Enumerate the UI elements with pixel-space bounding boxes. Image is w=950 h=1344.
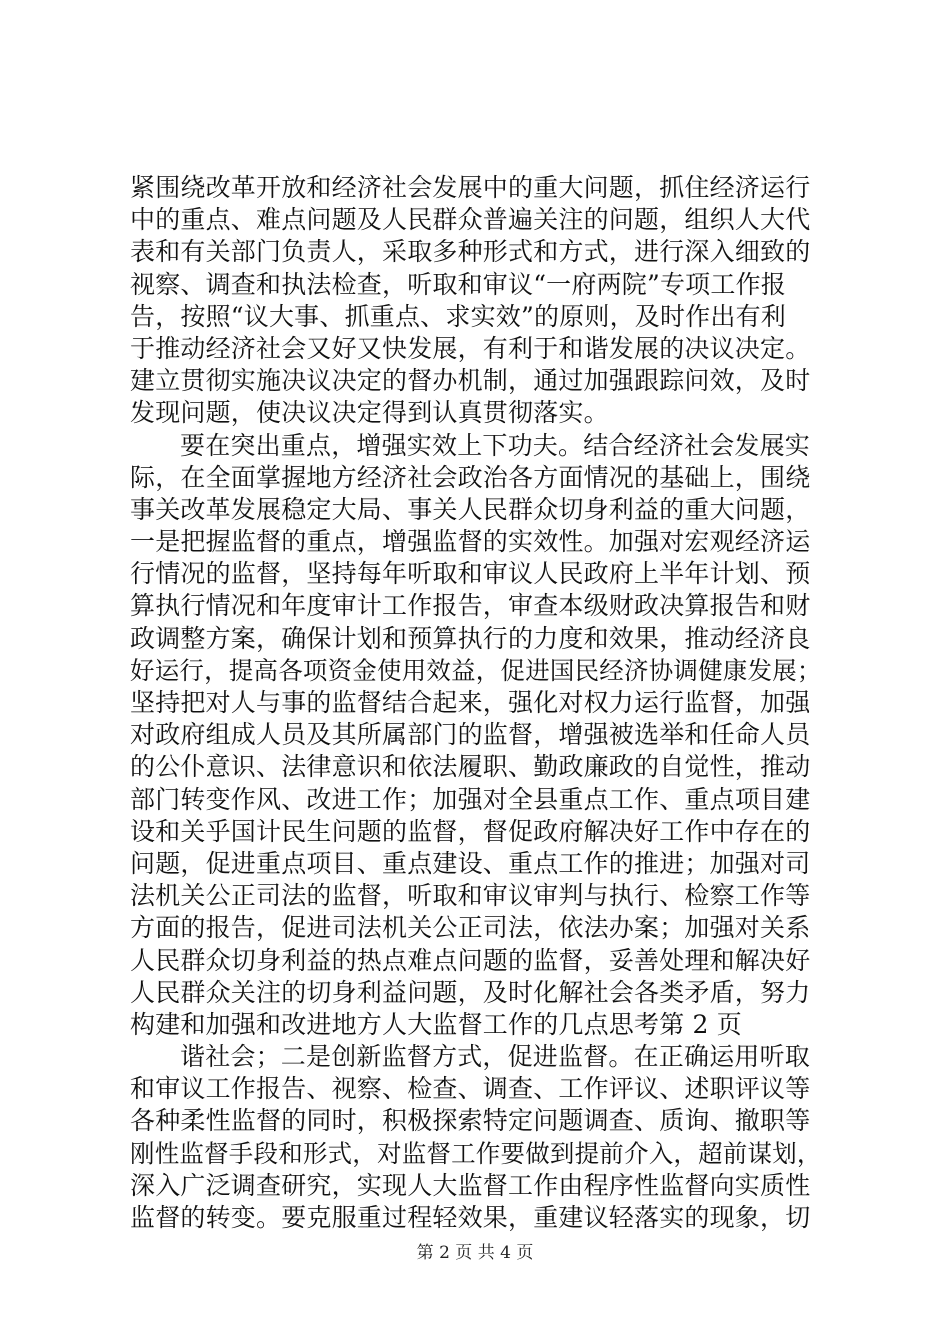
text-line: 刚性监督手段和形式，对监督工作要做到提前介入，超前谋划，	[130, 1138, 822, 1168]
text-line: 部门转变作风、改进工作；加强对全县重点工作、重点项目建	[130, 784, 811, 814]
text-line: 的公仆意识、法律意识和依法履职、勤政廉政的自觉性，推动	[130, 752, 811, 782]
text-line: 行情况的监督，坚持每年听取和审议人民政府上半年计划、预	[130, 559, 811, 589]
text-line: 紧围绕改革开放和经济社会发展中的重大问题，抓住经济运行	[130, 173, 811, 202]
text-line: 方面的报告，促进司法机关公正司法，依法办案；加强对关系	[130, 913, 811, 943]
text-line: 中的重点、难点问题及人民群众普遍关注的问题，组织人大代	[130, 205, 811, 235]
text-line: 建立贯彻实施决议决定的督办机制，通过加强跟踪问效，及时	[130, 366, 811, 396]
text-line: 坚持把对人与事的监督结合起来，强化对权力运行监督，加强	[130, 688, 811, 717]
document-body	[130, 172, 830, 1234]
text-line: 好运行，提高各项资金使用效益，促进国民经济协调健康发展；	[130, 655, 822, 685]
text-line: 表和有关部门负责人，采取多种形式和方式，进行深入细致的	[130, 237, 811, 267]
text-line: 监督的转变。要克服重过程轻效果，重建议轻落实的现象，切	[130, 1203, 811, 1232]
text-line: 事关改革发展稳定大局、事关人民群众切身利益的重大问题，	[130, 494, 811, 524]
text-line: 各种柔性监督的同时，积极探索特定问题调查、质询、撤职等	[130, 1106, 811, 1136]
text-line: 和审议工作报告、视察、检查、调查、工作评议、述职评议等	[130, 1074, 811, 1104]
text-line: 人民群众关注的切身利益问题，及时化解社会各类矛盾，努力	[130, 977, 811, 1007]
text-line: 设和关乎国计民生问题的监督，督促政府解决好工作中存在的	[130, 816, 811, 846]
text-line: 谐社会；二是创新监督方式，促进监督。在正确运用听取	[180, 1042, 811, 1072]
text-line: 发现问题，使决议决定得到认真贯彻落实。	[130, 398, 609, 428]
text-line: 构建和加强和改进地方人大监督工作的几点思考第 2 页	[130, 1009, 743, 1039]
text-line: 对政府组成人员及其所属部门的监督，增强被选举和任命人员	[130, 720, 811, 750]
text-line: 要在突出重点，增强实效上下功夫。结合经济社会发展实	[180, 430, 811, 460]
text-line: 告，按照“议大事、抓重点、求实效”的原则，及时作出有利	[130, 301, 786, 331]
text-line: 于推动经济社会又好又快发展，有利于和谐发展的决议决定。	[130, 333, 811, 363]
text-line: 一是把握监督的重点，增强监督的实效性。加强对宏观经济运	[130, 527, 811, 557]
text-line: 问题，促进重点项目、重点建设、重点工作的推进；加强对司	[130, 848, 811, 878]
page-footer: 第 2 页 共 4 页	[416, 1243, 534, 1263]
text-line: 政调整方案，确保计划和预算执行的力度和效果，推动经济良	[130, 623, 811, 653]
text-line: 视察、调查和执法检查，听取和审议“一府两院”专项工作报	[130, 269, 786, 299]
text-line: 深入广泛调查研究，实现人大监督工作由程序性监督向实质性	[130, 1170, 811, 1200]
text-line: 算执行情况和年度审计工作报告，审查本级财政决算报告和财	[130, 591, 811, 621]
text-line: 法机关公正司法的监督，听取和审议审判与执行、检察工作等	[130, 881, 811, 911]
text-line: 人民群众切身利益的热点难点问题的监督，妥善处理和解决好	[130, 945, 811, 975]
text-line: 际，在全面掌握地方经济社会政治各方面情况的基础上，围绕	[130, 462, 811, 492]
